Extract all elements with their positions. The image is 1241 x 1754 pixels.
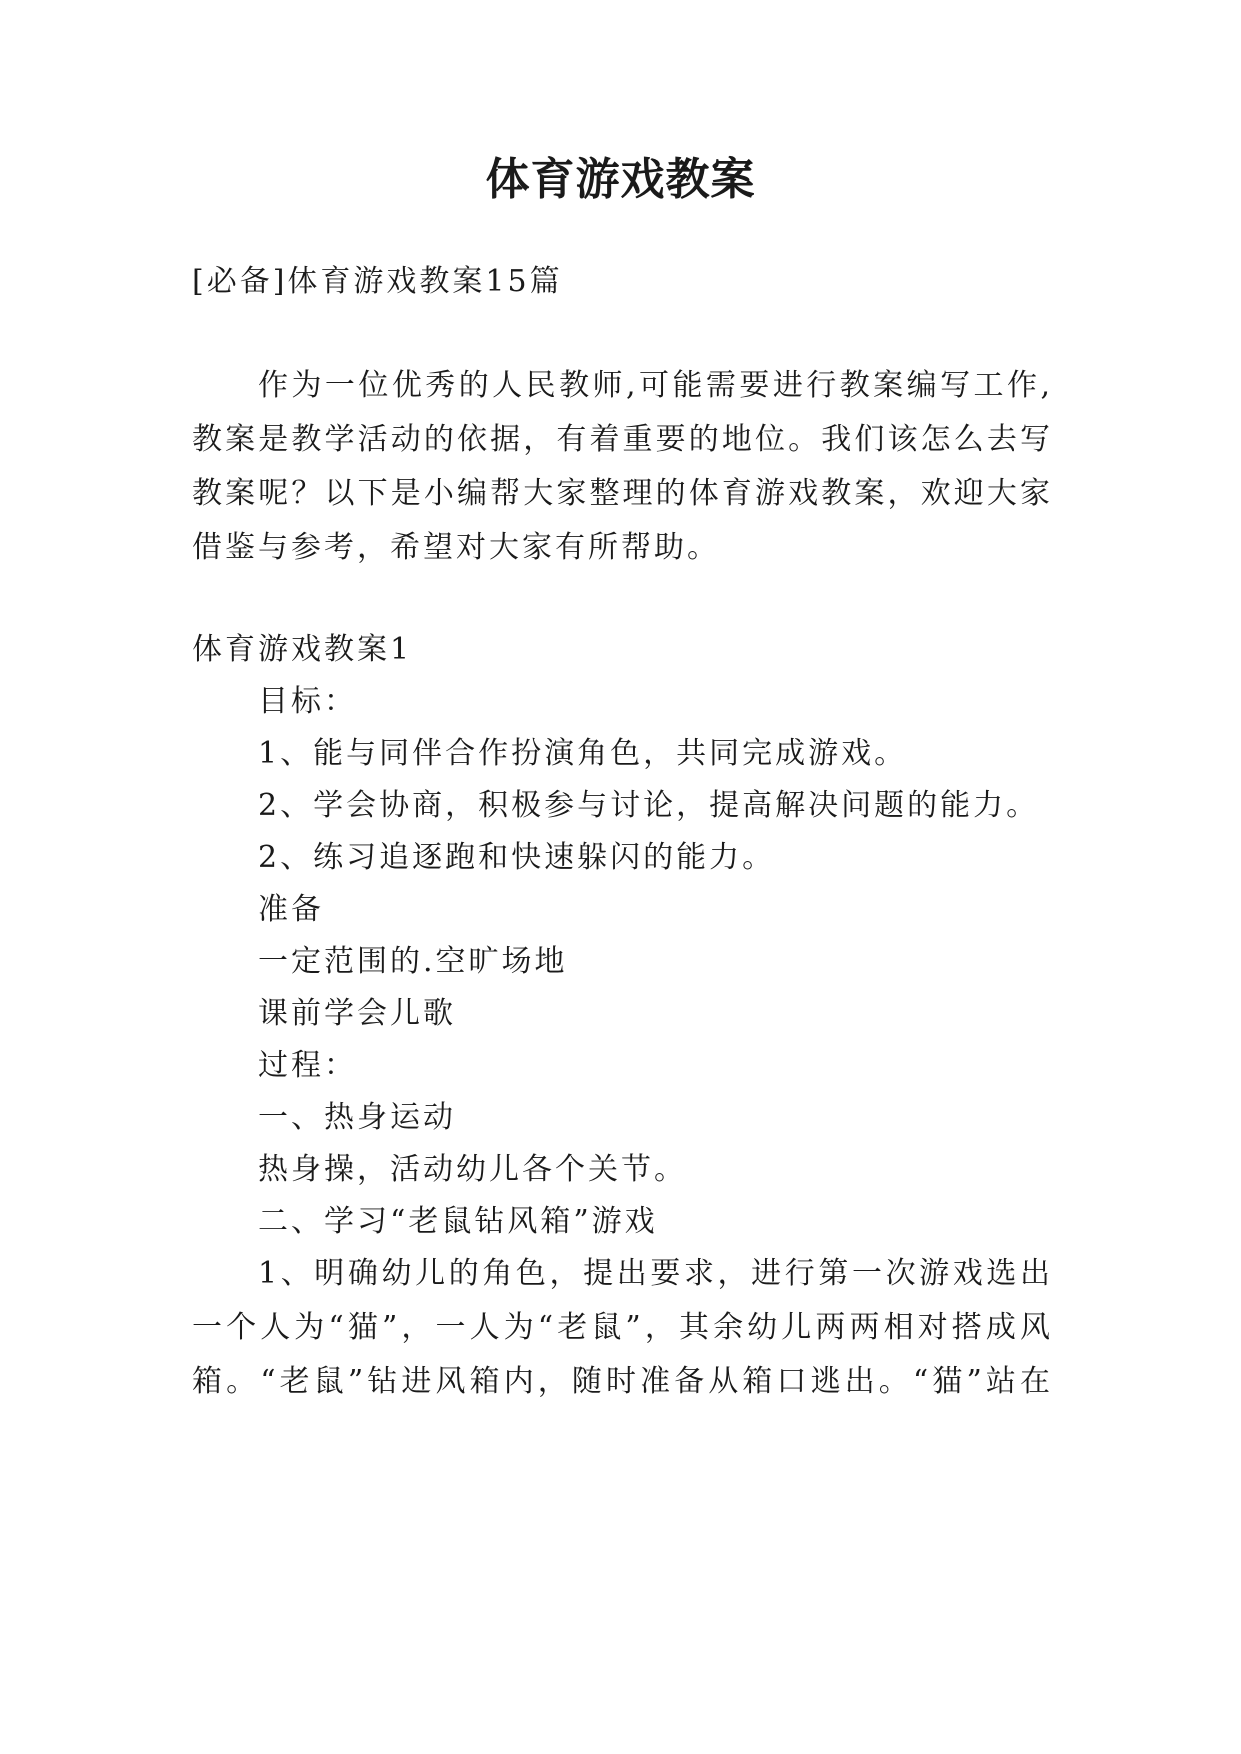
warmup-text: 热身操，活动幼儿各个关节。 <box>258 1152 687 1187</box>
process-label: 过程： <box>258 1048 357 1083</box>
warmup-heading: 一、热身运动 <box>258 1100 456 1135</box>
section-heading: 体育游戏教案1 <box>192 632 413 667</box>
prep-item-2: 课前学会儿歌 <box>258 996 456 1031</box>
prep-label: 准备 <box>258 892 324 927</box>
intro-line-2: 教案是教学活动的依据，有着重要的地位。我们该怎么去写 <box>192 422 1050 457</box>
game-heading: 二、学习“老鼠钻风箱”游戏 <box>258 1204 658 1239</box>
document-title: 体育游戏教案 <box>485 154 756 205</box>
game-text-line-1: 1、明确幼儿的角色，提出要求，进行第一次游戏选出 <box>258 1256 1050 1291</box>
goal-item-1: 1、能与同伴合作扮演角色，共同完成游戏。 <box>258 736 908 771</box>
goal-item-3: 2、练习追逐跑和快速躲闪的能力。 <box>258 840 776 875</box>
goal-label: 目标： <box>258 684 357 719</box>
intro-line-1: 作为一位优秀的人民教师,可能需要进行教案编写工作, <box>258 368 1050 403</box>
game-text-line-3: 箱。“老鼠”钻进风箱内，随时准备从箱口逃出。“猫”站在 <box>192 1364 1050 1399</box>
document-subtitle: [必备]体育游戏教案15篇 <box>192 264 563 299</box>
intro-line-3: 教案呢？以下是小编帮大家整理的体育游戏教案，欢迎大家 <box>192 476 1050 511</box>
prep-item-1: 一定范围的.空旷场地 <box>258 944 568 979</box>
game-text-line-2: 一个人为“猫”，一人为“老鼠”，其余幼儿两两相对搭成风 <box>192 1310 1050 1345</box>
intro-line-4: 借鉴与参考，希望对大家有所帮助。 <box>192 530 720 565</box>
goal-item-2: 2、学会协商，积极参与讨论，提高解决问题的能力。 <box>258 788 1040 823</box>
